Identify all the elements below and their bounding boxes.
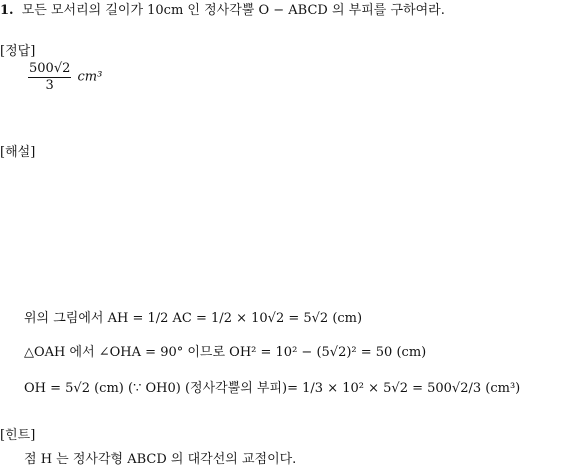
answer-fraction bbox=[28, 62, 71, 92]
problem-text: 모든 모서리의 길이가 10cm 인 정사각뿔 O − ABCD 의 부피를 구하여라. bbox=[21, 3, 445, 18]
explanation-line-3: OH = 5√2 (cm) (∵ OH0) (정사각뿔의 부피)= 1/3 × 10² × 5√2 = 500√2/3 (cm³) bbox=[24, 381, 521, 396]
answer-numerator: 500√2 bbox=[29, 61, 71, 76]
explanation-line-1: 위의 그림에서 AH = 1/2 AC = 1/2 × 10√2 = 5√2 (cm) bbox=[24, 311, 363, 326]
hint-label: [힌트] bbox=[0, 428, 36, 443]
answer-unit: cm³ bbox=[77, 69, 103, 85]
answer-denominator: 3 bbox=[45, 77, 54, 93]
figure-area bbox=[0, 170, 578, 300]
explanation-label: [해설] bbox=[0, 145, 36, 160]
answer-label: [정답] bbox=[0, 44, 36, 59]
problem-line bbox=[0, 4, 445, 18]
hint-text: 점 H 는 정사각형 ABCD 의 대각선의 교점이다. bbox=[24, 452, 297, 467]
answer-value bbox=[26, 62, 102, 92]
problem-number: 1. bbox=[0, 3, 14, 18]
explanation-line-2: △OAH 에서 ∠OHA = 90° 이므로 OH² = 10² − (5√2)² = 50 (cm) bbox=[24, 345, 427, 360]
